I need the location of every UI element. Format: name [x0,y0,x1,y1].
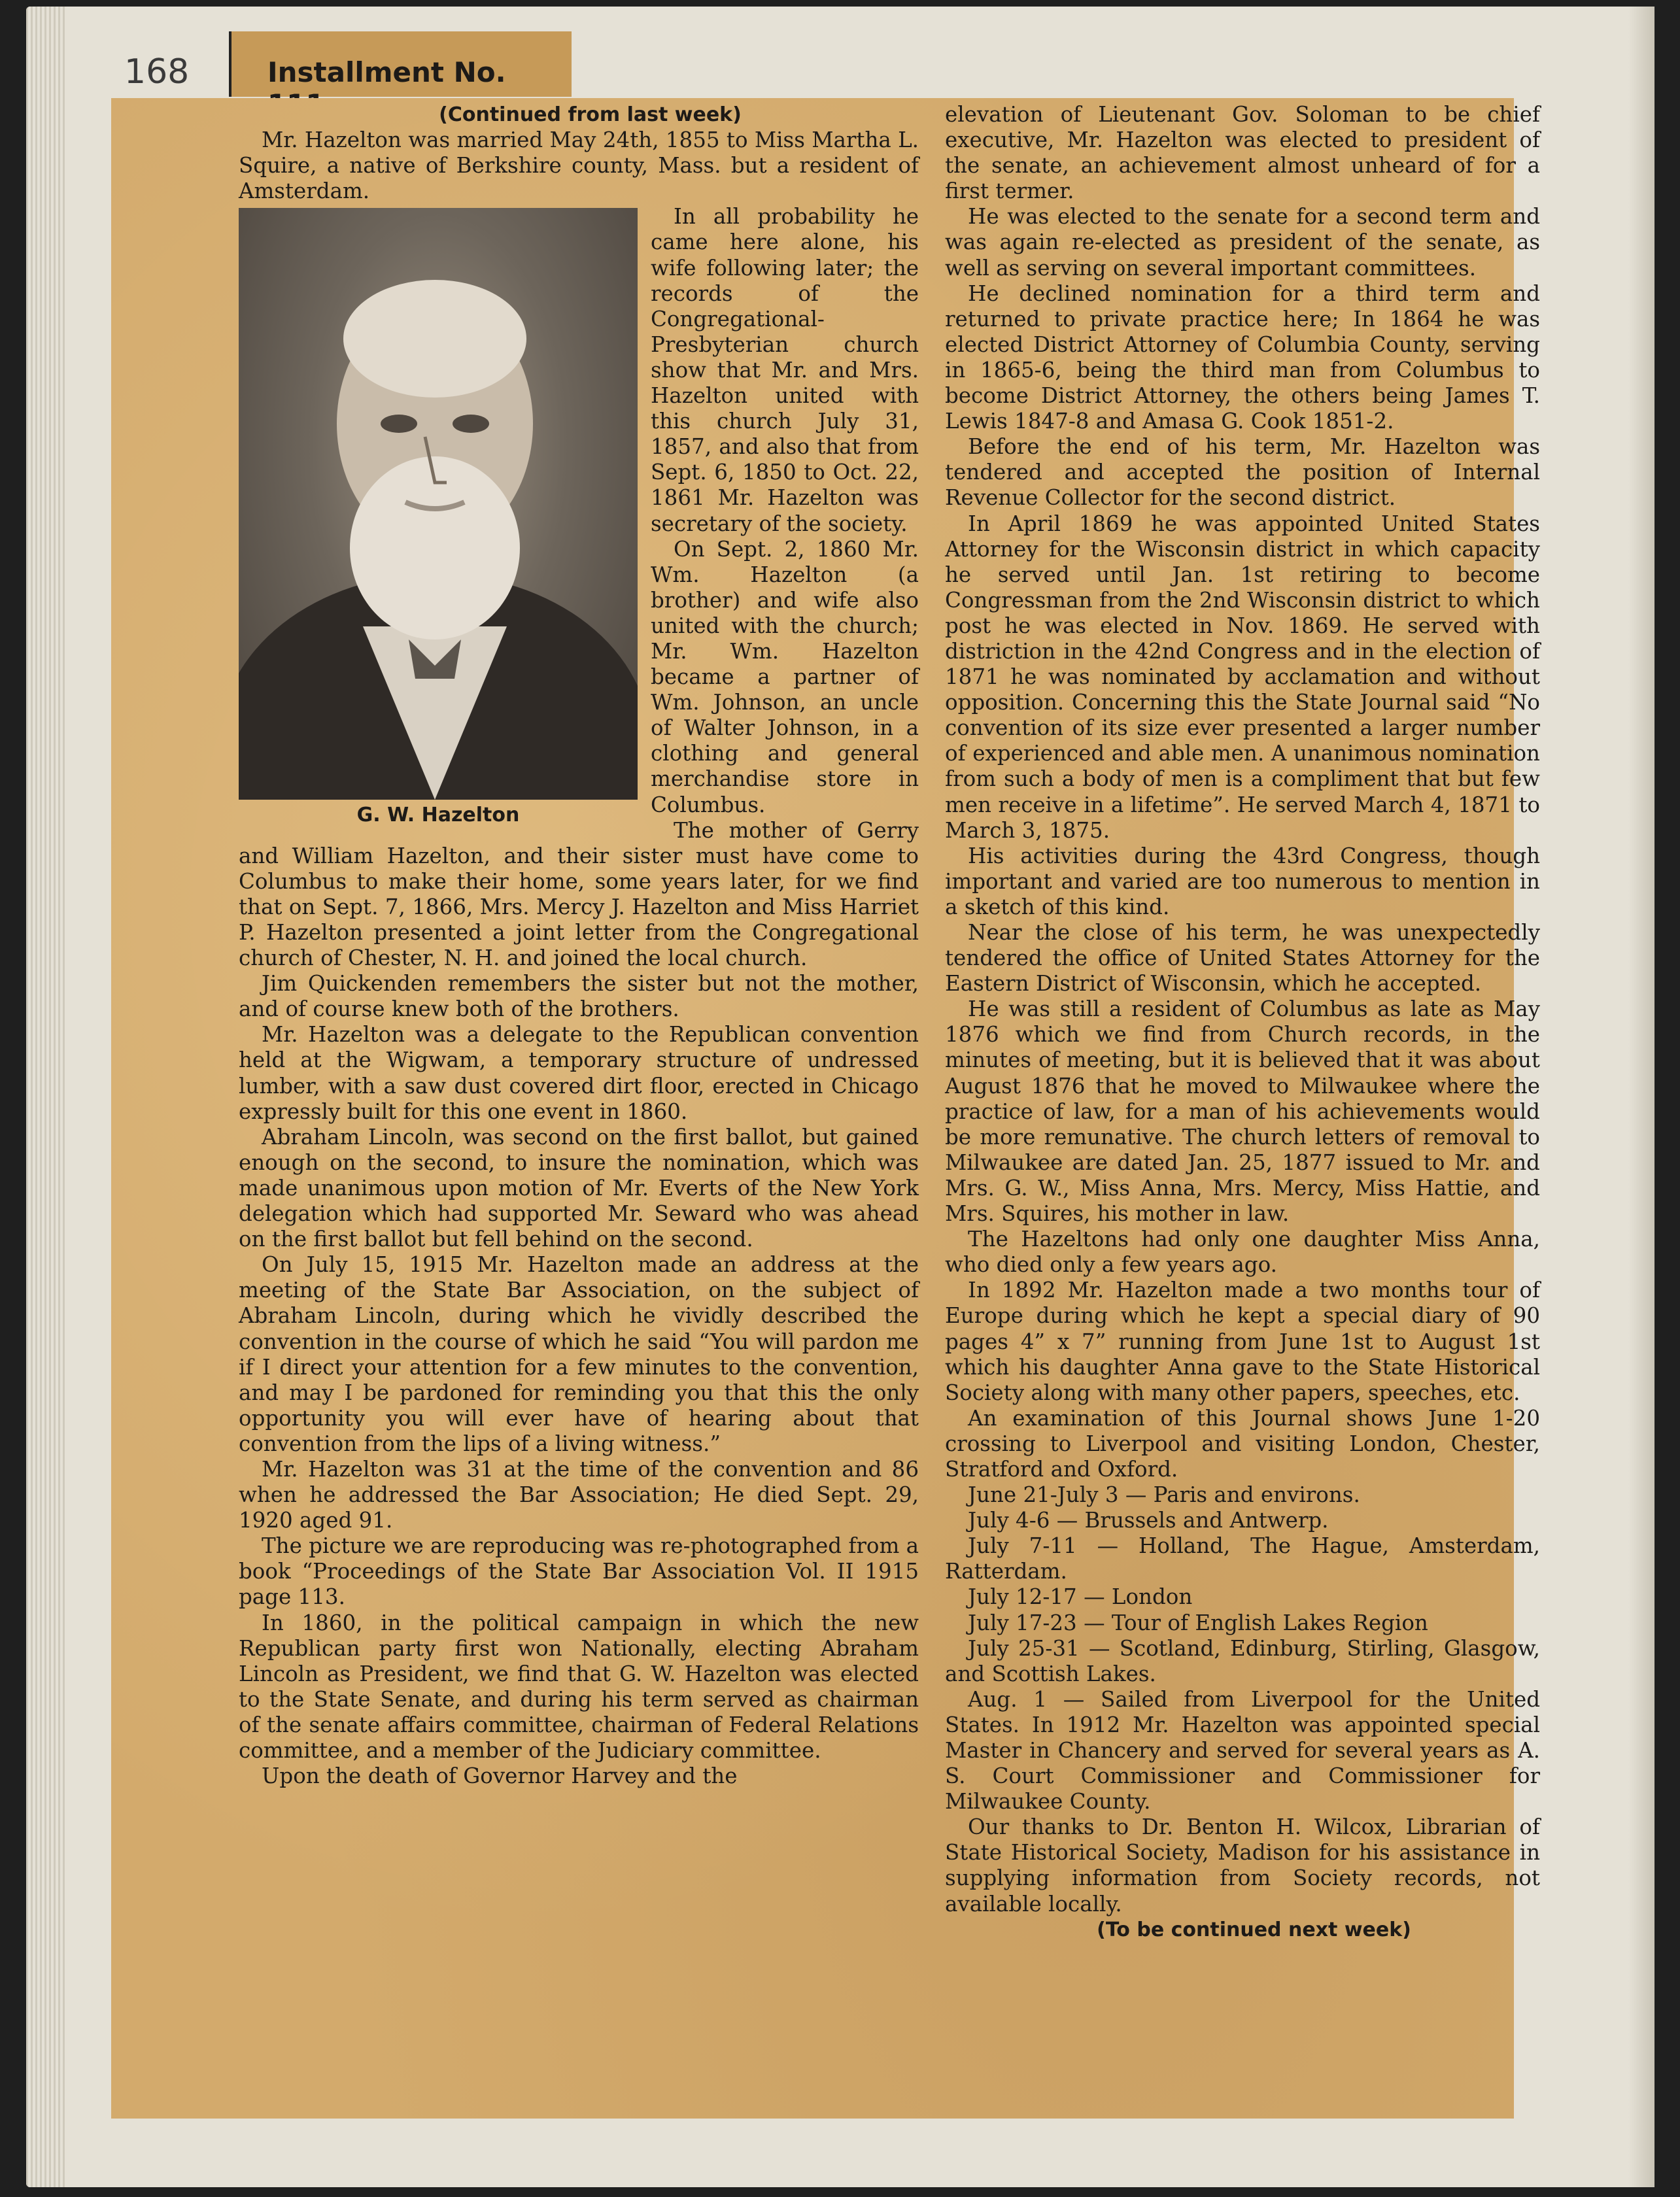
paragraph: In all probability he came here alone, his wife following later; the records of the Congregational-Presbyterian church show that Mr. and Mrs. Hazelton united with this church July 31, 1857, and also that from Sept. 6, 1850 to Oct. 22, 1861 Mr. Hazelton was secretary of the society. [651,204,919,536]
paragraph-continuation: elevation of Lieutenant Gov. Soloman to be chief executive, Mr. Hazelton was elected to president of the senate, an achievement almost unheard of for a first termer. [945,102,1540,204]
paragraph: His activities during the 43rd Congress, though important and varied are too numerous to mention in a sketch of this kind. [945,843,1540,919]
paragraph: In 1860, in the political campaign in which the new Republican party first won Nationally, electing Abraham Lincoln as President, we find that G. W. Hazelton was elected to the State Senate, and during his term served as chairman of the senate affairs committee, chairman of Federal Relations committee, and a member of the Judiciary committee. [239,1610,919,1763]
continued-from-header: (Continued from last week) [439,103,742,126]
paragraph: The Hazeltons had only one daughter Miss Anna, who died only a few years ago. [945,1227,1540,1278]
page-stack-edge [26,7,65,2187]
itinerary-item: June 21-July 3 — Paris and environs. [968,1482,1360,1508]
paragraph: Upon the death of Governor Harvey and the [262,1763,738,1789]
paragraph: Before the end of his term, Mr. Hazelton was tendered and accepted the position of Internal Revenue Collector for the second district. [945,434,1540,511]
scrapbook-page [26,7,1654,2187]
paragraph: Mr. Hazelton was 31 at the time of the convention and 86 when he addressed the Bar Association; He died Sept. 29, 1920 aged 91. [239,1456,919,1533]
paragraph: In 1892 Mr. Hazelton made a two months tour of Europe during which he kept a special diary of 90 pages 4” x 7” running from June 1st to August 1st which his daughter Anna gave to the State Historical Society along with many other papers, speeches, etc. [945,1278,1540,1405]
itinerary-item: July 25-31 — Scotland, Edinburg, Stirling, Glasgow, and Scottish Lakes. [945,1635,1540,1686]
paragraph: Jim Quickenden remembers the sister but not the mother, and of course knew both of the brothers. [239,971,919,1022]
page-number: 168 [124,52,190,92]
paragraph: The picture we are reproducing was re-photographed from a book “Proceedings of the State Bar Association Vol. II 1915 page 113. [239,1533,919,1610]
right-column [945,102,1540,1943]
paragraph: On Sept. 2, 1860 Mr. Wm. Hazelton (a brother) and wife also united with the church; Mr. Wm. Hazelton became a partner of Wm. Johnson, an uncle of Walter Johnson, in a clothing and general merchandise store in Columbus. [651,536,919,817]
installment-title: Installment No. [267,56,506,88]
paragraph: Near the close of his term, he was unexpectedly tendered the office of United States Attorney for the Eastern District of Wisconsin, which he accepted. [945,920,1540,996]
paragraph: The mother of Gerry and William Hazelton, and their sister must have come to Columbus to make their home, some years later, for we find that on Sept. 7, 1866, Mrs. Mercy J. Hazelton and Miss Harriet P. Hazelton presented a joint letter from the Congregational church of Chester, N. H. and joined the local church. [239,817,919,971]
portrait-illustration [239,208,638,800]
continued-next-footer: (To be continued next week) [1097,1918,1411,1941]
portrait-caption: G. W. Hazelton [356,804,520,827]
installment-label [229,31,572,97]
paragraph: In April 1869 he was appointed United States Attorney for the Wisconsin district in which capacity he served until Jan. 1st retiring to become Congressman from the 2nd Wisconsin district to which post he was elected in Nov. 1869. He served with distriction in the 42nd Congress and in the election of 1871 he was nominated by acclamation and without opposition. Concerning this the State Journal said “No convention of its size ever presented a larger number of experienced and able men. A unanimous nomination from such a body of men is a compliment that but few men receive in a lifetime”. He served March 4, 1871 to March 3, 1875. [945,511,1540,843]
paragraph: He was elected to the senate for a second term and was again re-elected as president of the senate, as well as serving on several important committees. [945,204,1540,281]
itinerary-item: July 4-6 — Brussels and Antwerp. [968,1508,1329,1533]
paragraph: He declined nomination for a third term and returned to private practice here; In 1864 he was elected District Attorney of Columbia County, serving in 1865-6, being the third man from Columbus to become District Attorney, the others being James T. Lewis 1847-8 and Amasa G. Cook 1851-2. [945,281,1540,434]
itinerary-item: July 12-17 — London [968,1584,1193,1610]
paragraph: Mr. Hazelton was a delegate to the Republican convention held at the Wigwam, a temporary structure of undressed lumber, with a saw dust covered dirt floor, erected in Chicago expressly built for this one event in 1860. [239,1022,919,1124]
paragraph: An examination of this Journal shows June 1-20 crossing to Liverpool and visiting London, Chester, Stratford and Oxford. [945,1405,1540,1482]
itinerary-item: July 17-23 — Tour of English Lakes Region [968,1610,1428,1635]
portrait-photo [239,208,638,800]
itinerary-item: Aug. 1 — Sailed from Liverpool for the United States. In 1912 Mr. Hazelton was appointed special Master in Chancery and served for several years as A. S. Court Commissioner and Commissioner for Milwaukee County. [945,1686,1540,1814]
paragraph: Mr. Hazelton was married May 24th, 1855 to Miss Martha L. Squire, a native of Berkshire county, Mass. but a resident of Amsterdam. [239,128,919,204]
newspaper-clipping [111,98,1540,2119]
page-right-edge [1628,7,1654,2187]
paragraph: He was still a resident of Columbus as late as May 1876 which we find from Church records, in the minutes of meeting, but it is believed that it was about August 1876 that he moved to Milwaukee where the practice of law, for a man of his achievements would be more remunative. The church letters of removal to Milwaukee are dated Jan. 25, 1877 issued to Mr. and Mrs. G. W., Miss Anna, Mrs. Mercy, Miss Hattie, and Mrs. Squires, his mother in law. [945,996,1540,1227]
itinerary-item: July 7-11 — Holland, The Hague, Amsterdam, Ratterdam. [945,1533,1540,1584]
itinerary-item: Our thanks to Dr. Benton H. Wilcox, Librarian of State Historical Society, Madison for his assistance in supplying information from Society records, not available locally. [945,1814,1540,1916]
paragraph: On July 15, 1915 Mr. Hazelton made an address at the meeting of the State Bar Association, on the subject of Abraham Lincoln, during which he vividly described the convention in the course of which he said “You will pardon me if I direct your attention for a few minutes to the convention, and may I be pardoned for reminding you that this the only opportunity you will ever have of hearing about that convention from the lips of a living witness.” [239,1252,919,1456]
left-column [239,102,919,1789]
itinerary-list [945,1482,1540,1917]
paragraph: Abraham Lincoln, was second on the first ballot, but gained enough on the second, to insure the nomination, which was made unanimous upon motion of Mr. Everts of the New York delegation which had supported Mr. Seward who was ahead on the first ballot but fell behind on the second. [239,1124,919,1252]
portrait-figure [239,208,638,828]
